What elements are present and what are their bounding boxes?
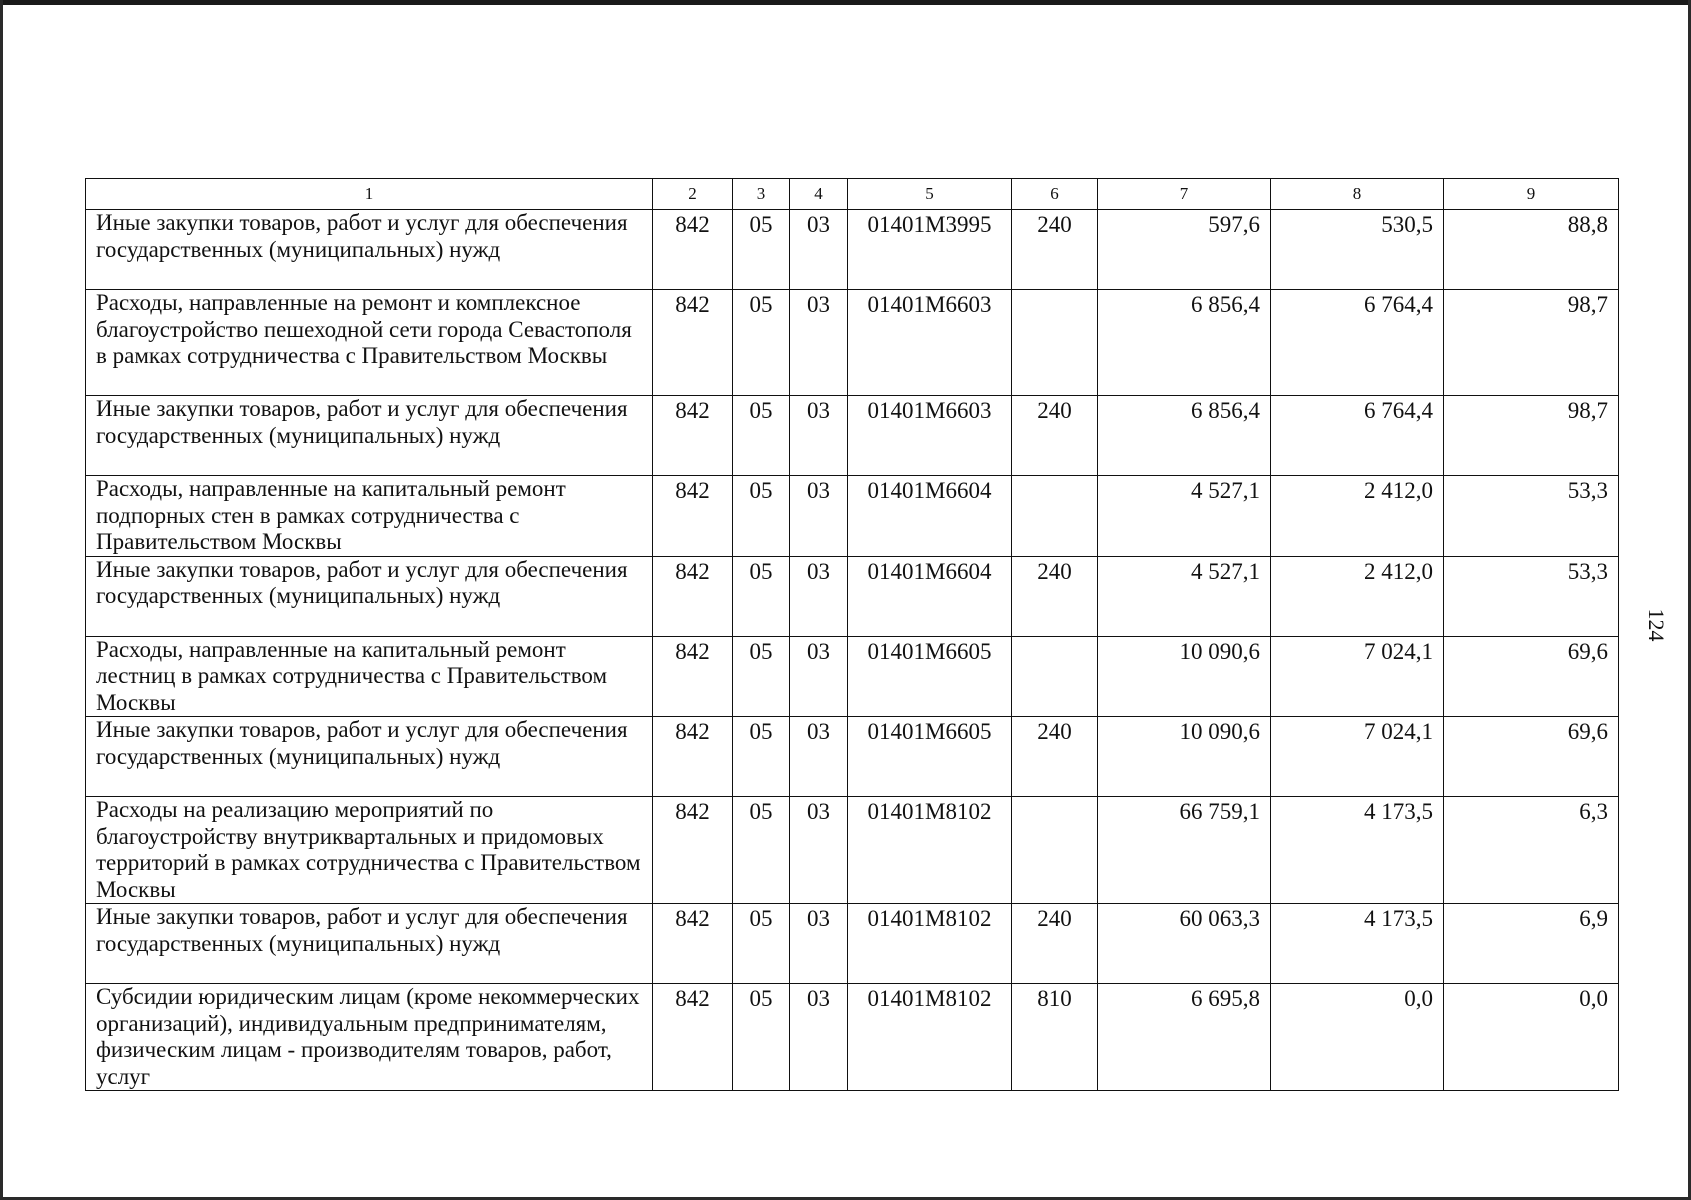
subsection-code: 03: [790, 797, 848, 904]
amount-col-8: 530,5: [1271, 210, 1444, 290]
section-code: 05: [733, 984, 790, 1091]
subsection-code: 03: [790, 717, 848, 797]
table-row: [86, 556, 1619, 636]
expense-type-code: 240: [1012, 556, 1098, 636]
ministry-code: 842: [653, 556, 733, 636]
ministry-code: 842: [653, 290, 733, 396]
amount-col-8: 2 412,0: [1271, 556, 1444, 636]
subsection-code: 03: [790, 984, 848, 1091]
expense-type-code: [1012, 797, 1098, 904]
amount-col-8: 2 412,0: [1271, 476, 1444, 557]
percent-col-9: 69,6: [1444, 717, 1619, 797]
amount-col-7: 60 063,3: [1098, 904, 1271, 984]
target-article-code: 01401М6603: [848, 396, 1012, 476]
target-article-code: 01401М6604: [848, 476, 1012, 557]
section-code: 05: [733, 797, 790, 904]
subsection-code: 03: [790, 396, 848, 476]
percent-col-9: 0,0: [1444, 984, 1619, 1091]
ministry-code: 842: [653, 984, 733, 1091]
row-description: Расходы, направленные на ремонт и комплексное благоустройство пешеходной сети города Севастополя в рамках сотрудничества с Правительством Москвы: [86, 290, 653, 396]
row-description: Расходы, направленные на капитальный ремонт подпорных стен в рамках сотрудничества с Правительством Москвы: [86, 476, 653, 557]
row-description: Иные закупки товаров, работ и услуг для обеспечения государственных (муниципальных) нужд: [86, 717, 653, 797]
target-article-code: 01401М6604: [848, 556, 1012, 636]
target-article-code: 01401М8102: [848, 984, 1012, 1091]
amount-col-8: 6 764,4: [1271, 396, 1444, 476]
subsection-code: 03: [790, 290, 848, 396]
subsection-code: 03: [790, 210, 848, 290]
expense-type-code: 240: [1012, 717, 1098, 797]
section-code: 05: [733, 476, 790, 557]
row-description: Расходы, направленные на капитальный ремонт лестниц в рамках сотрудничества с Правительством Москвы: [86, 636, 653, 717]
table-header: [86, 179, 1619, 210]
percent-col-9: 69,6: [1444, 636, 1619, 717]
section-code: 05: [733, 717, 790, 797]
target-article-code: 01401М6605: [848, 636, 1012, 717]
amount-col-7: 4 527,1: [1098, 556, 1271, 636]
ministry-code: 842: [653, 396, 733, 476]
subsection-code: 03: [790, 904, 848, 984]
percent-col-9: 53,3: [1444, 556, 1619, 636]
section-code: 05: [733, 290, 790, 396]
table-row: [86, 210, 1619, 290]
ministry-code: 842: [653, 717, 733, 797]
section-code: 05: [733, 636, 790, 717]
header-col-7: 7: [1098, 179, 1271, 210]
expense-type-code: [1012, 636, 1098, 717]
subsection-code: 03: [790, 636, 848, 717]
amount-col-8: 0,0: [1271, 984, 1444, 1091]
row-description: Иные закупки товаров, работ и услуг для обеспечения государственных (муниципальных) нужд: [86, 904, 653, 984]
header-col-2: 2: [653, 179, 733, 210]
table-row: [86, 636, 1619, 717]
target-article-code: 01401М8102: [848, 797, 1012, 904]
table-body: [86, 210, 1619, 1091]
amount-col-8: 7 024,1: [1271, 636, 1444, 717]
row-description: Иные закупки товаров, работ и услуг для обеспечения государственных (муниципальных) нужд: [86, 210, 653, 290]
table-row: [86, 290, 1619, 396]
ministry-code: 842: [653, 210, 733, 290]
ministry-code: 842: [653, 476, 733, 557]
amount-col-7: 10 090,6: [1098, 717, 1271, 797]
table-row: [86, 476, 1619, 557]
row-description: Расходы на реализацию мероприятий по благоустройству внутриквартальных и придомовых территорий в рамках сотрудничества с Правительством Москвы: [86, 797, 653, 904]
budget-table: [85, 178, 1619, 1091]
amount-col-7: 6 695,8: [1098, 984, 1271, 1091]
amount-col-7: 4 527,1: [1098, 476, 1271, 557]
header-col-6: 6: [1012, 179, 1098, 210]
table-row: [86, 984, 1619, 1091]
ministry-code: 842: [653, 636, 733, 717]
header-col-8: 8: [1271, 179, 1444, 210]
table-row: [86, 396, 1619, 476]
header-col-1: 1: [86, 179, 653, 210]
row-description: Иные закупки товаров, работ и услуг для обеспечения государственных (муниципальных) нужд: [86, 396, 653, 476]
target-article-code: 01401М6603: [848, 290, 1012, 396]
percent-col-9: 6,9: [1444, 904, 1619, 984]
section-code: 05: [733, 556, 790, 636]
expense-type-code: 240: [1012, 396, 1098, 476]
expense-type-code: 240: [1012, 210, 1098, 290]
section-code: 05: [733, 904, 790, 984]
expense-type-code: 810: [1012, 984, 1098, 1091]
expense-type-code: [1012, 290, 1098, 396]
table-row: [86, 717, 1619, 797]
percent-col-9: 53,3: [1444, 476, 1619, 557]
header-col-3: 3: [733, 179, 790, 210]
header-col-9: 9: [1444, 179, 1619, 210]
percent-col-9: 88,8: [1444, 210, 1619, 290]
page-number: 124: [1644, 608, 1669, 642]
amount-col-7: 10 090,6: [1098, 636, 1271, 717]
target-article-code: 01401М6605: [848, 717, 1012, 797]
ministry-code: 842: [653, 904, 733, 984]
table-row: [86, 797, 1619, 904]
header-col-4: 4: [790, 179, 848, 210]
section-code: 05: [733, 210, 790, 290]
row-description: Иные закупки товаров, работ и услуг для обеспечения государственных (муниципальных) нужд: [86, 556, 653, 636]
subsection-code: 03: [790, 556, 848, 636]
header-row: [86, 179, 1619, 210]
section-code: 05: [733, 396, 790, 476]
expense-type-code: 240: [1012, 904, 1098, 984]
expense-type-code: [1012, 476, 1098, 557]
amount-col-7: 6 856,4: [1098, 396, 1271, 476]
percent-col-9: 6,3: [1444, 797, 1619, 904]
header-col-5: 5: [848, 179, 1012, 210]
target-article-code: 01401М3995: [848, 210, 1012, 290]
scan-edge-top: [0, 0, 1691, 5]
amount-col-7: 597,6: [1098, 210, 1271, 290]
percent-col-9: 98,7: [1444, 290, 1619, 396]
amount-col-8: 4 173,5: [1271, 797, 1444, 904]
amount-col-8: 7 024,1: [1271, 717, 1444, 797]
table-row: [86, 904, 1619, 984]
amount-col-7: 6 856,4: [1098, 290, 1271, 396]
scan-edge-left: [0, 0, 3, 1200]
subsection-code: 03: [790, 476, 848, 557]
amount-col-8: 6 764,4: [1271, 290, 1444, 396]
amount-col-7: 66 759,1: [1098, 797, 1271, 904]
percent-col-9: 98,7: [1444, 396, 1619, 476]
target-article-code: 01401М8102: [848, 904, 1012, 984]
amount-col-8: 4 173,5: [1271, 904, 1444, 984]
ministry-code: 842: [653, 797, 733, 904]
row-description: Субсидии юридическим лицам (кроме некоммерческих организаций), индивидуальным предпринимателям, физическим лицам - производителям товаров, работ, услуг: [86, 984, 653, 1091]
